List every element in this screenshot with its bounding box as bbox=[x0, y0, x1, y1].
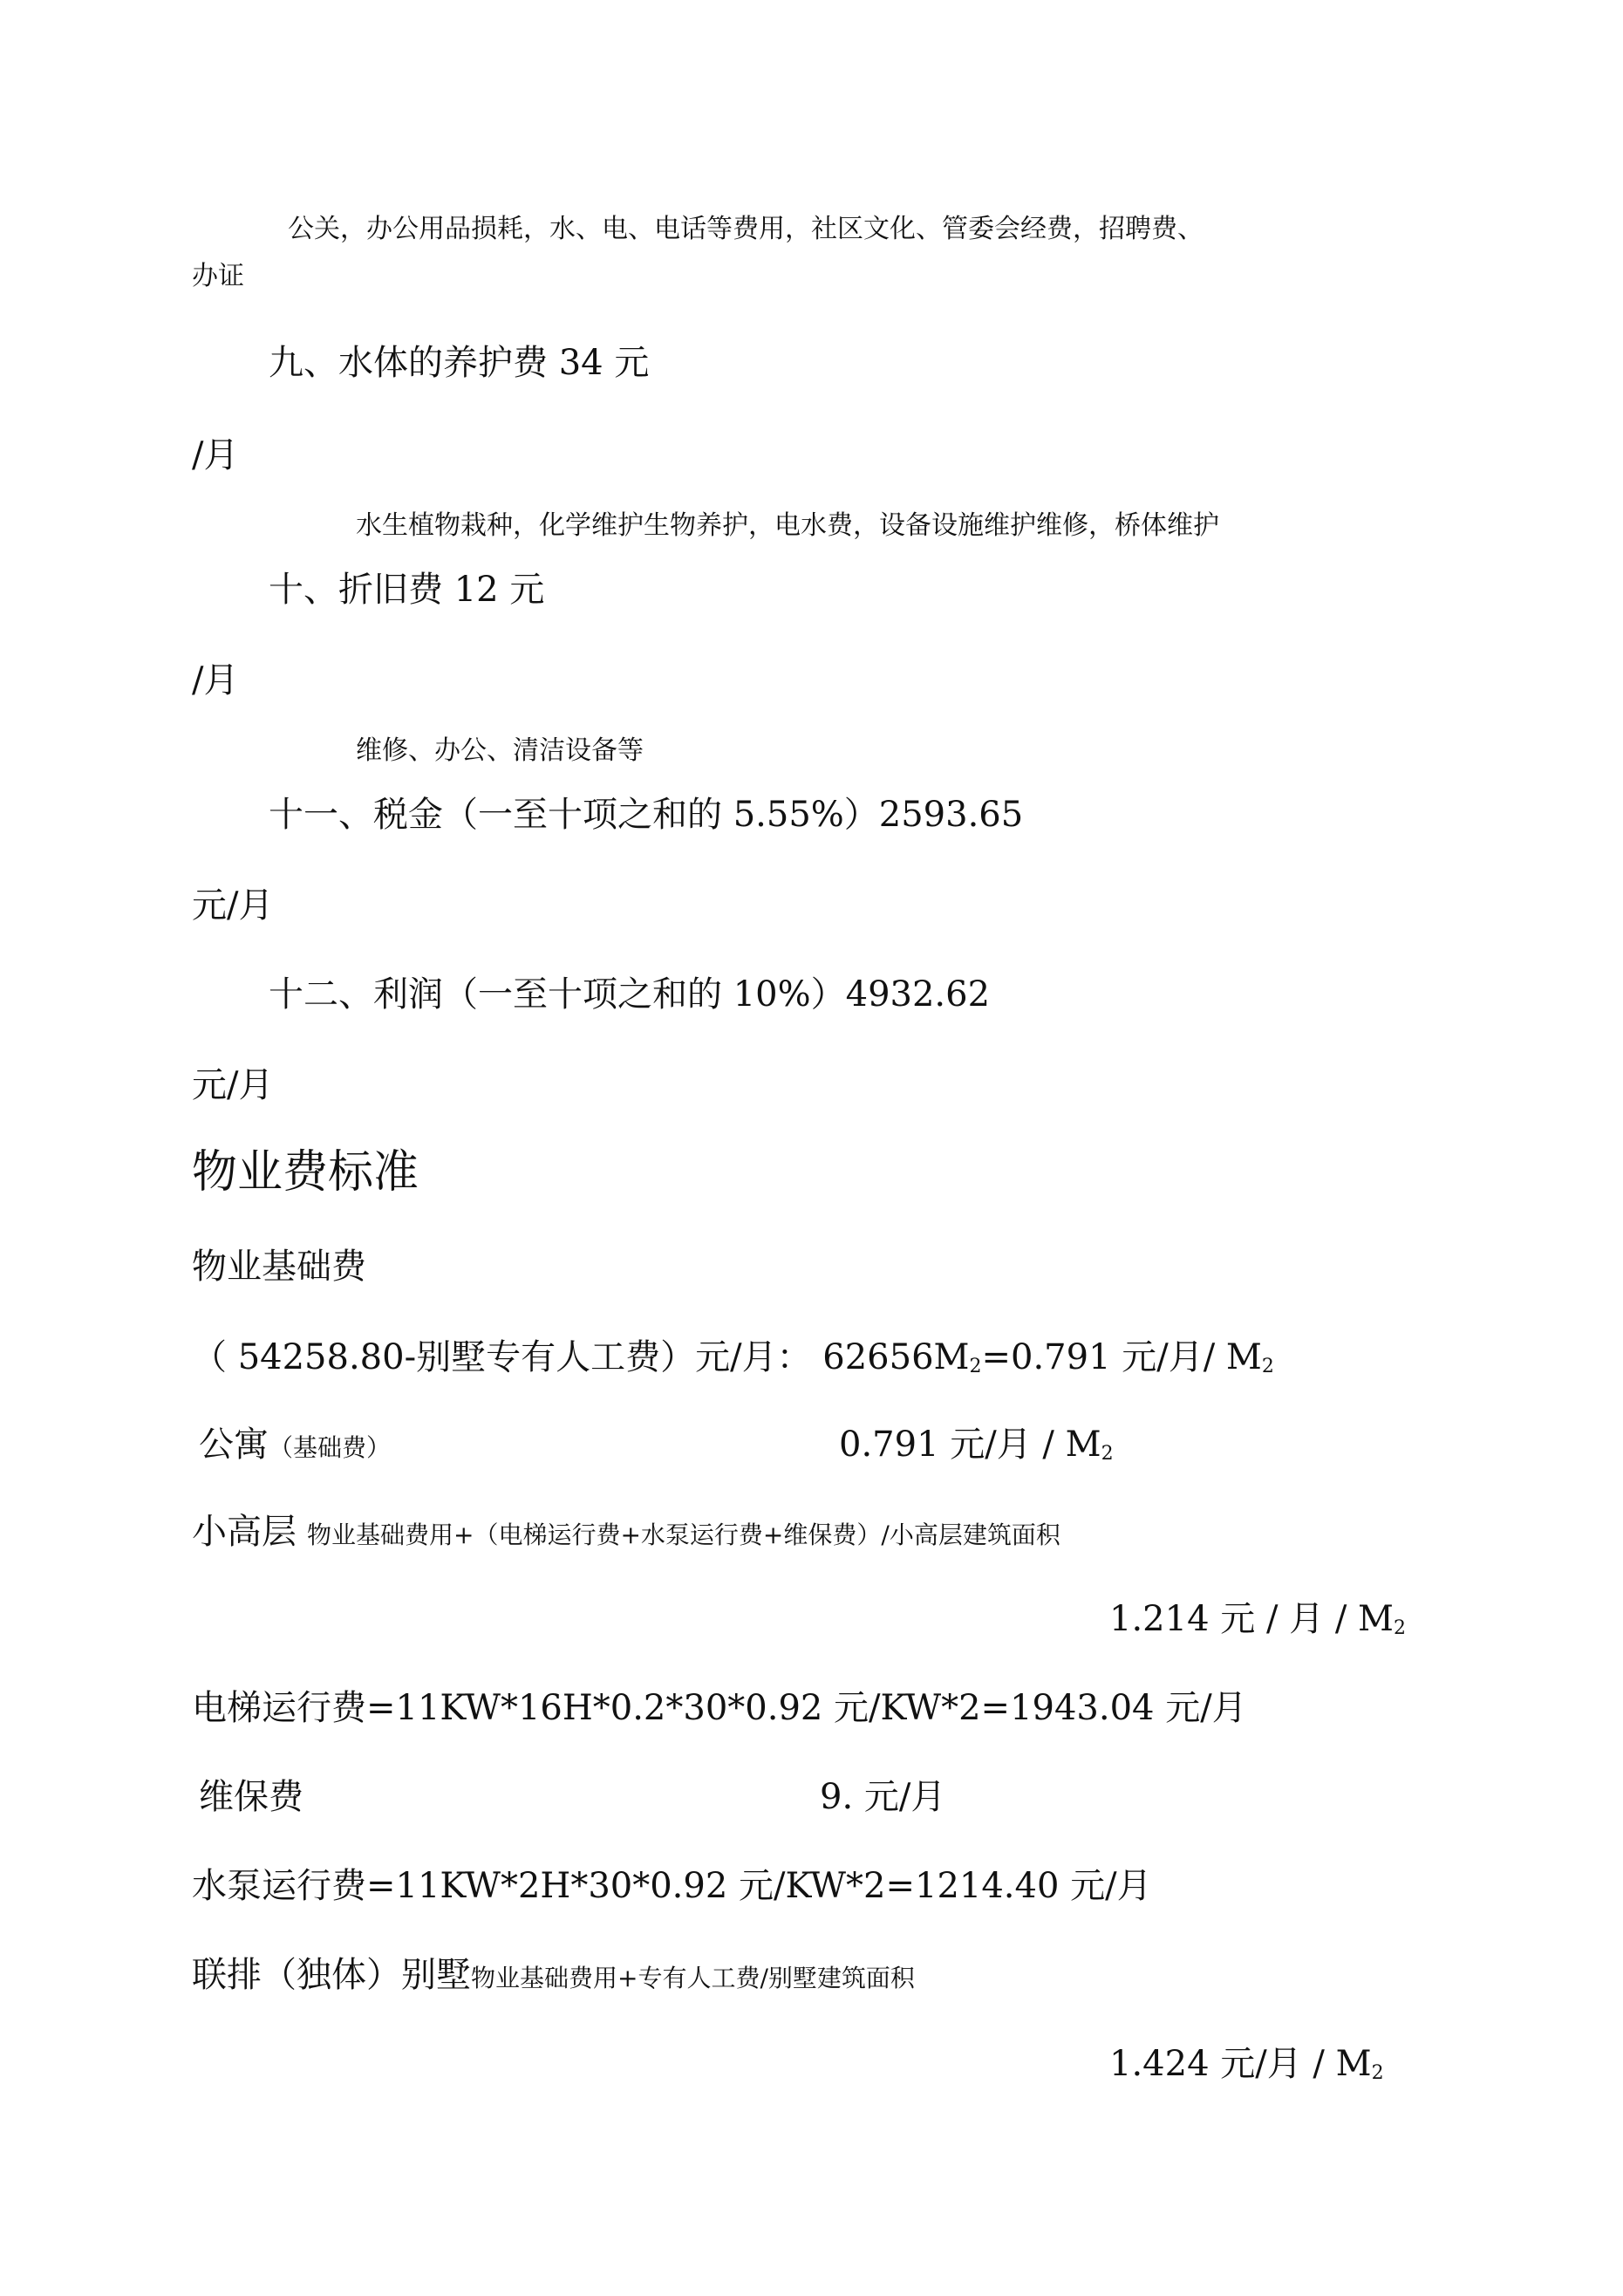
small-high-rise-value bbox=[1109, 1599, 1406, 1639]
maintenance-label: 维保费 bbox=[199, 1777, 303, 1817]
small-high-rise-row bbox=[192, 1512, 1060, 1552]
villa-note: 物业基础费用+专有人工费/别墅建筑面积 bbox=[471, 1964, 915, 1992]
formula-part: =0.791 元/月/ M bbox=[981, 1337, 1262, 1377]
small-high-rise-label: 小高层 bbox=[192, 1512, 297, 1552]
value-text: 0.791 元/月 / M bbox=[839, 1425, 1101, 1465]
subscript: 2 bbox=[1261, 1356, 1274, 1377]
elevator-fee-line: 电梯运行费=11KW*16H*0.2*30*0.92 元/KW*2=1943.04 元/月 bbox=[192, 1688, 1247, 1728]
text-line: 元/月 bbox=[192, 885, 274, 926]
section-heading: 物业费标准 bbox=[192, 1146, 419, 1199]
small-high-rise-note: 物业基础费用+（电梯运行费+水泵运行费+维保费）/小高层建筑面积 bbox=[307, 1520, 1060, 1549]
item-heading: 十、折旧费 12 元 bbox=[269, 570, 545, 610]
subscript: 2 bbox=[1371, 2062, 1384, 2084]
subscript: 2 bbox=[1101, 1443, 1114, 1465]
item-heading: 九、水体的养护费 34 元 bbox=[269, 343, 650, 383]
text-line: 维修、办公、清洁设备等 bbox=[356, 735, 644, 766]
subsection-title: 物业基础费 bbox=[192, 1247, 366, 1287]
apartment-label: 公寓 bbox=[199, 1425, 269, 1465]
text-line: 办证 bbox=[192, 261, 244, 291]
formula-part: （ 54258.80-别墅专有人工费）元/月： 62656M bbox=[192, 1337, 970, 1377]
text-line: 水生植物栽种，化学维护生物养护，电水费，设备设施维护维修，桥体维护 bbox=[356, 510, 1219, 541]
item-heading: 十二、利润（一至十项之和的 10%）4932.62 bbox=[269, 974, 991, 1015]
apartment-note: （基础费） bbox=[269, 1433, 392, 1462]
apartment-value bbox=[839, 1427, 1114, 1464]
value-text: 1.214 元 / 月 / M bbox=[1109, 1599, 1394, 1639]
value-text: 1.424 元/月 / M bbox=[1109, 2044, 1372, 2084]
subscript: 2 bbox=[969, 1356, 982, 1377]
villa-label: 联排（独体）别墅 bbox=[192, 1955, 471, 1995]
text-line: 元/月 bbox=[192, 1065, 274, 1105]
item-heading: 十一、税金（一至十项之和的 5.55%）2593.65 bbox=[269, 795, 1024, 835]
pump-fee-line: 水泵运行费=11KW*2H*30*0.92 元/KW*2=1214.40 元/月 bbox=[192, 1866, 1152, 1906]
text-line: 公关，办公用品损耗，水、电、电话等费用，社区文化、管委会经费，招聘费、 bbox=[288, 214, 1204, 244]
text-line: /月 bbox=[192, 435, 239, 475]
villa-value bbox=[1109, 2044, 1384, 2084]
text-line: /月 bbox=[192, 660, 239, 700]
subscript: 2 bbox=[1394, 1617, 1406, 1639]
apartment-row bbox=[199, 1425, 392, 1465]
villa-row bbox=[192, 1955, 915, 1995]
formula-line bbox=[192, 1337, 1274, 1377]
maintenance-value: 9. 元/月 bbox=[820, 1777, 946, 1817]
